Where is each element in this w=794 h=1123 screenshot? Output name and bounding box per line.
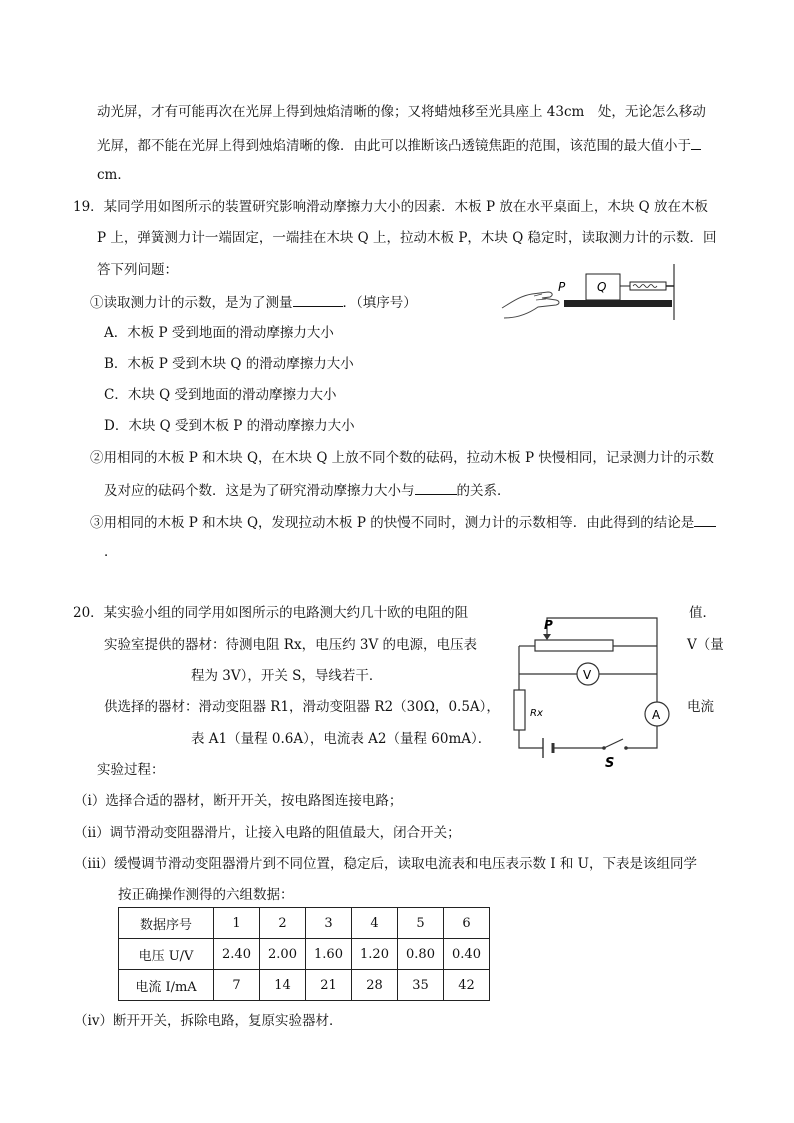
switch-contact: [624, 746, 628, 750]
label-p: P: [544, 618, 553, 632]
question-19-sub2: [104, 480, 511, 500]
option-c: C．木块 Q 受到地面的滑动摩擦力大小: [104, 387, 337, 403]
step-ii: （ii）调节滑动变阻器滑片，让接入电路的阻值最大，闭合开关；: [74, 825, 461, 841]
text-segment: ①读取测力计的示数，是为了测量: [90, 295, 293, 311]
question-19-stem: 19．某同学用如图所示的装置研究影响滑动摩擦力大小的因素．木板 P 放在水平桌面上，木块 Q 放在木板: [73, 199, 708, 215]
table-cell: 28: [352, 970, 398, 1001]
table-cell: 35: [398, 970, 444, 1001]
answer-blank[interactable]: [691, 135, 701, 150]
switch-icon: [604, 739, 623, 748]
question-20-stem: 程为 3V），开关 S，导线若干．: [191, 668, 383, 684]
text-line: ．: [104, 544, 118, 560]
table-cell: 14: [260, 970, 306, 1001]
step-iii: （iii）缓慢调节滑动变阻器滑片到不同位置，稳定后，读取电流表和电压表示数 I 和 U，下表是该组同学: [74, 856, 698, 872]
table-cell: 0.80: [398, 939, 444, 970]
question-20-stem: 实验室提供的器材：待测电阻 Rx，电压约 3V 的电源，电压表: [104, 637, 477, 653]
answer-blank[interactable]: [415, 480, 457, 495]
table-cell: 1: [214, 908, 260, 939]
question-20-stem: 表 A1（量程 0.6A），电流表 A2（量程 60mA）．: [191, 731, 492, 747]
table-cell: 3: [306, 908, 352, 939]
hand-finger-lines: [534, 294, 546, 300]
text-line: [97, 135, 701, 155]
answer-blank[interactable]: [293, 292, 343, 307]
text-segment: ③用相同的木板 P 和木块 Q，发现拉动木板 P 的快慢不同时，测力计的示数相等．由此得到的结论是: [90, 515, 695, 531]
option-b: B．木板 P 受到木块 Q 的滑动摩擦力大小: [104, 356, 354, 372]
step-iii-cont: 按正确操作测得的六组数据：: [118, 887, 294, 903]
question-19-stem: P 上，弹簧测力计一端固定，一端挂在木块 Q 上，拉动木板 P，木块 Q 稳定时，读取测力计的示数．回: [97, 230, 717, 246]
option-a: A．木板 P 受到地面的滑动摩擦力大小: [104, 325, 334, 341]
text-segment: 的关系．: [456, 483, 511, 499]
question-20-stem: 值．: [689, 605, 716, 621]
question-19-stem: 答下列问题：: [97, 262, 178, 278]
resistor-rx: [514, 690, 525, 730]
text-line: 动光屏，才有可能再次在光屏上得到烛焰清晰的像；又将蜡烛移至光具座上 43cm 处，无论怎么移动: [97, 104, 706, 120]
table-cell: 数据序号: [119, 908, 214, 939]
question-19-sub1: [90, 292, 417, 312]
table-cell: 2: [260, 908, 306, 939]
table-row: [119, 939, 490, 970]
table-header-row: [119, 908, 490, 939]
table-cell: 电流 I/mA: [119, 970, 214, 1001]
question-19-sub2: ②用相同的木板 P 和木块 Q，在木块 Q 上放不同个数的砝码，拉动木板 P 快慢相同，记录测力计的示数: [90, 450, 714, 466]
question-20-stem: V（量: [687, 637, 724, 653]
table-cell: 1.20: [352, 939, 398, 970]
answer-blank[interactable]: [694, 512, 716, 527]
circuit-diagram: [505, 610, 680, 770]
table-cell: 4: [352, 908, 398, 939]
label-q: Q: [597, 280, 607, 294]
data-table: [118, 907, 490, 1001]
table-cell: 6: [444, 908, 490, 939]
table-cell: 42: [444, 970, 490, 1001]
friction-apparatus-figure: [498, 262, 678, 322]
hand-icon: [502, 292, 559, 318]
text-segment: ．（填序号）: [342, 295, 417, 311]
label-a: A: [652, 708, 661, 722]
question-20-stem: 供选择的器材：滑动变阻器 R1，滑动变阻器 R2（30Ω，0.5A），: [104, 699, 500, 715]
table-cell: 2.00: [260, 939, 306, 970]
spring-scale: [630, 282, 666, 290]
table-cell: 7: [214, 970, 260, 1001]
board-p: [564, 300, 672, 307]
right-top-wire: [547, 618, 657, 748]
label-v: V: [583, 668, 592, 682]
label-s: S: [605, 756, 615, 770]
table-row: [119, 970, 490, 1001]
text-line: cm．: [97, 167, 131, 183]
rheostat: [535, 640, 613, 651]
table-cell: 0.40: [444, 939, 490, 970]
question-19-sub3: [90, 512, 716, 532]
slider-arrow-icon: [543, 634, 551, 640]
table-cell: 2.40: [214, 939, 260, 970]
label-p: P: [558, 280, 566, 294]
question-20-stem: 电流: [687, 699, 714, 715]
step-iv: （iv）断开开关，拆除电路，复原实验器材．: [74, 1013, 343, 1029]
table-cell: 21: [306, 970, 352, 1001]
table-cell: 5: [398, 908, 444, 939]
table-cell: 1.60: [306, 939, 352, 970]
step-i: （i）选择合适的器材，断开开关，按电路图连接电路；: [74, 793, 403, 809]
process-title: 实验过程：: [97, 762, 165, 778]
option-d: D．木块 Q 受到木板 P 的滑动摩擦力大小: [104, 418, 355, 434]
label-rx: Rx: [530, 708, 543, 719]
text-segment: 光屏，都不能在光屏上得到烛焰清晰的像．由此可以推断该凸透镜焦距的范围，该范围的最大值小于: [97, 138, 691, 154]
question-20-stem: 20．某实验小组的同学用如图所示的电路测大约几十欧的电阻的阻: [73, 605, 469, 621]
text-segment: 及对应的砝码个数．这是为了研究滑动摩擦力大小与: [104, 483, 415, 499]
table-cell: 电压 U/V: [119, 939, 214, 970]
